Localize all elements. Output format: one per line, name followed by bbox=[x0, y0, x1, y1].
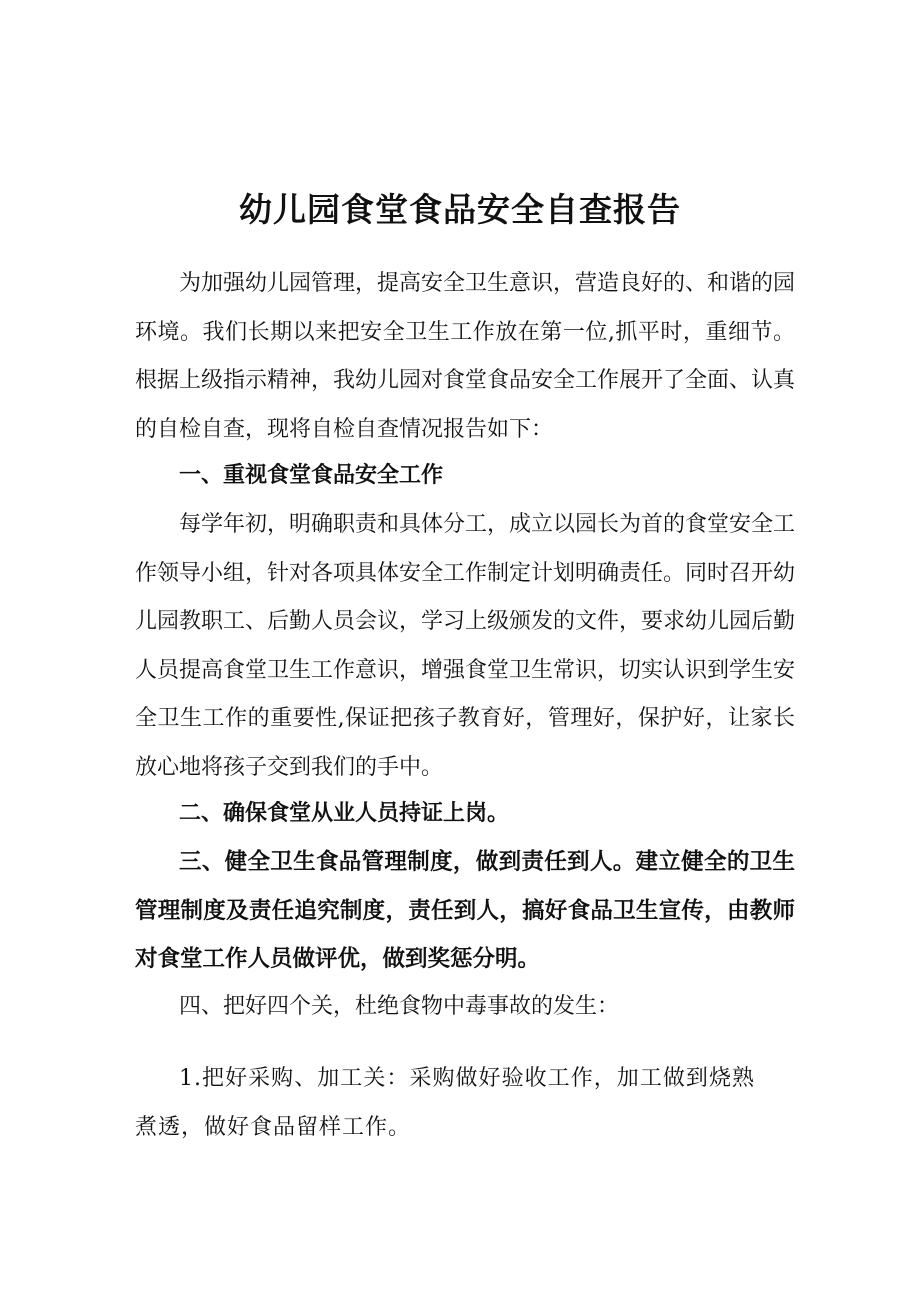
document-title: 幼儿园食堂食品安全自查报告 bbox=[239, 190, 681, 230]
section-1-heading: 一、重视食堂食品安全工作 bbox=[179, 463, 444, 488]
intro-paragraph: 为加强幼儿园管理，提高安全卫生意识，营造良好的、和谐的园环境。我们长期以来把安全卫生工作放在第一位,抓平时，重细节。根据上级指示精神，我幼儿园对食堂食品安全工作展开了全面、认真的自检自查，现将自检自查情况报告如下： bbox=[135, 271, 796, 442]
list-item-1: 1.把好采购、加工关：采购做好验收工作，加工做到烧熟煮透，做好食品留样工作。 bbox=[135, 1066, 755, 1140]
section-4-heading: 四、把好四个关，杜绝食物中毒事故的发生： bbox=[179, 994, 620, 1019]
section-3-paragraph: 三、健全卫生食品管理制度，做到责任到人。建立健全的卫生管理制度及责任追究制度，责任到人，搞好食品卫生宣传，由教师对食堂工作人员做评优，做到奖惩分明。 bbox=[135, 849, 795, 972]
section-2-heading: 二、确保食堂从业人员持证上岗。 bbox=[179, 801, 510, 826]
section-1-paragraph: 每学年初，明确职责和具体分工，成立以园长为首的食堂安全工作领导小组，针对各项具体安全工作制定计划明确责任。同时召开幼儿园教职工、后勤人员会议，学习上级颁发的文件，要求幼儿园后勤人员提高食堂卫生工作意识，增强食堂卫生常识，切实认识到学生安全卫生工作的重要性,保证把孩子教育好，管理好，保护好，让家长放心地将孩子交到我们的手中。 bbox=[135, 512, 796, 780]
